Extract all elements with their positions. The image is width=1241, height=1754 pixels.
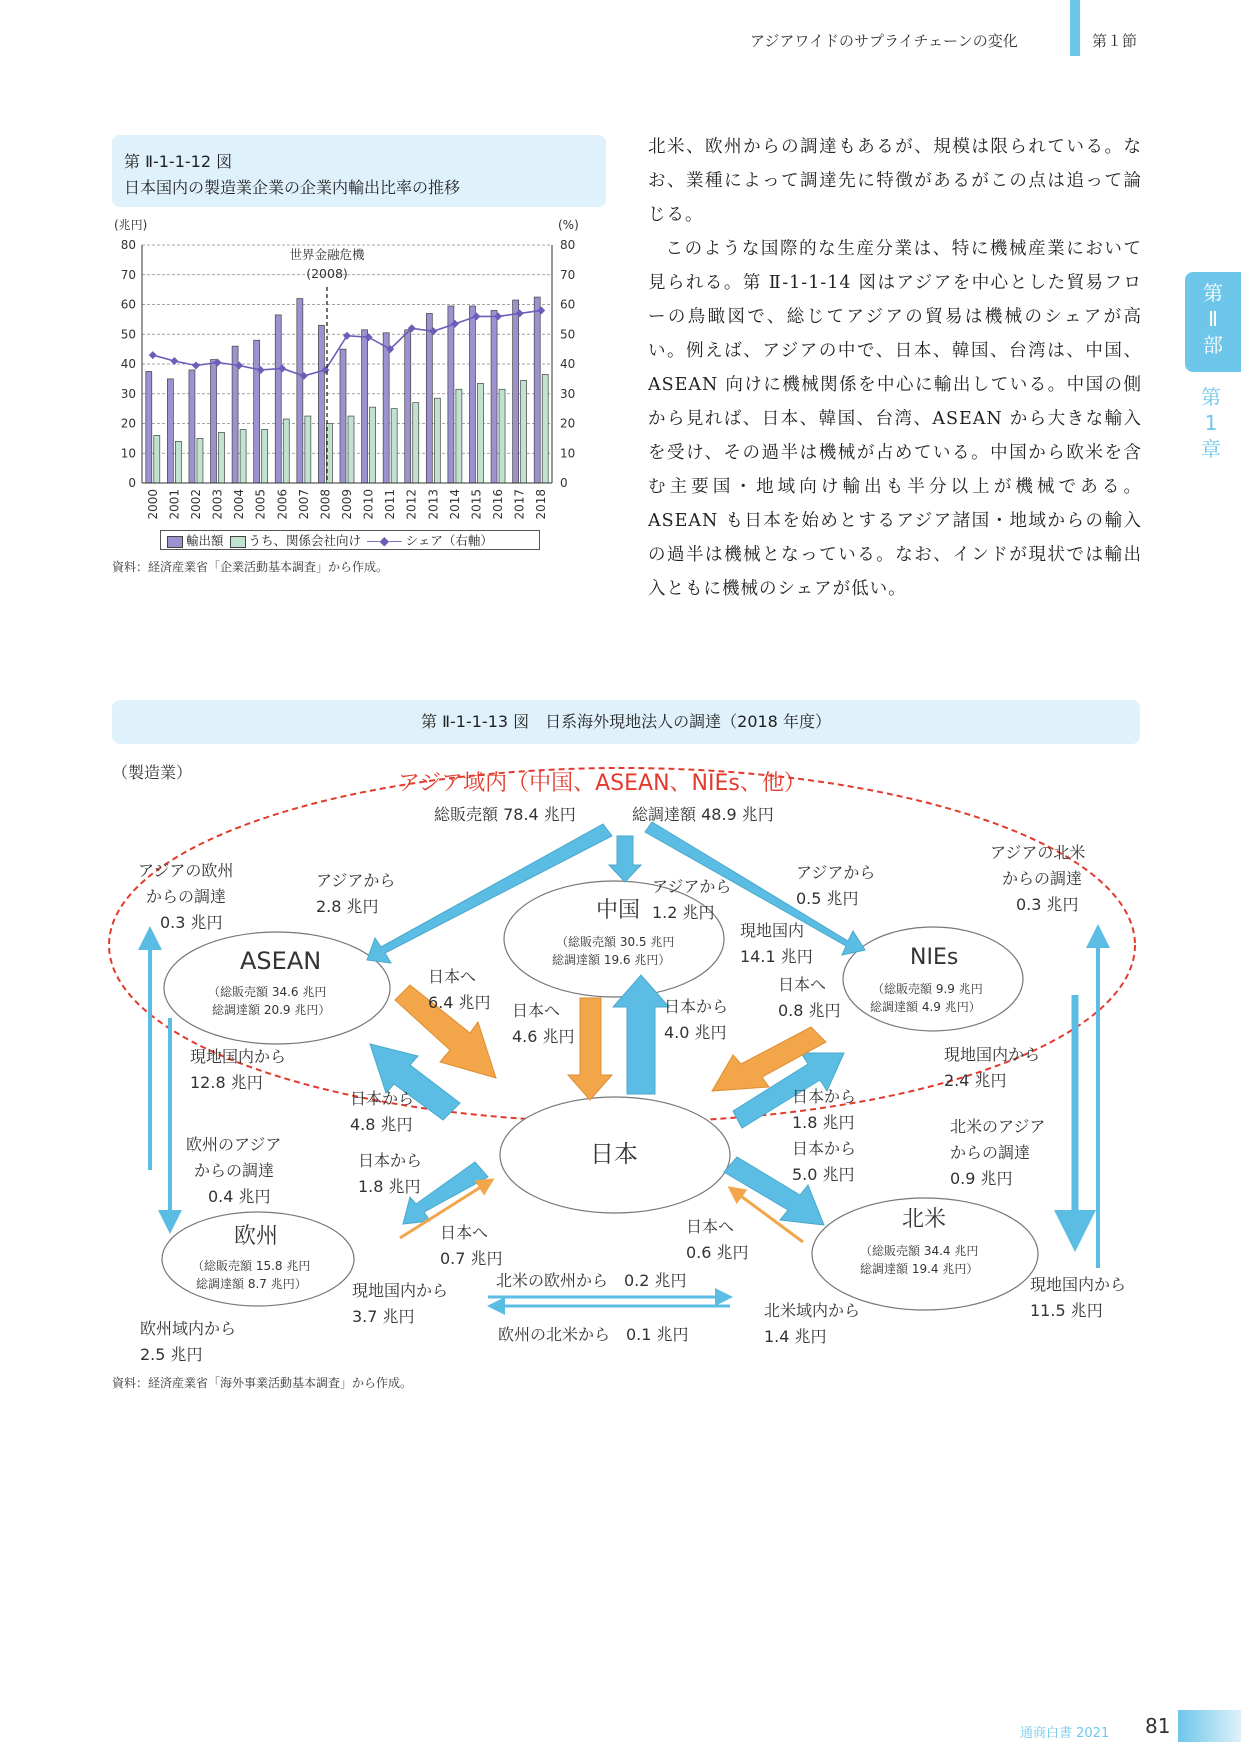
x-tick-label: 2011	[383, 489, 398, 520]
left-axis-unit: (兆円)	[114, 218, 148, 232]
page-number: 81	[1145, 1714, 1171, 1738]
x-tick-label: 2004	[232, 489, 247, 520]
china-to-japan-label-1: 日本へ	[512, 1001, 561, 1020]
asia-region-title: アジア域内（中国、ASEAN、NIEs、他）	[398, 771, 806, 796]
asia-eu-label-2: からの調達	[146, 887, 227, 906]
figure1-number: 第 Ⅱ-1-1-12 図	[124, 152, 233, 171]
na-node-label: 北米	[902, 1207, 947, 1232]
china-local-label-1: 現地国内	[740, 921, 805, 940]
x-tick-label: 2009	[340, 489, 354, 520]
na-to-japan-label-2: 0.6 兆円	[686, 1243, 749, 1262]
asia-eu-label-3: 0.3 兆円	[160, 913, 223, 932]
europe-from-na-label: 欧州の北米から 0.1 兆円	[498, 1325, 689, 1344]
asia-na-label-1: アジアの北米	[990, 843, 1086, 862]
asia-total-sales: 総販売額 78.4 兆円	[434, 805, 576, 824]
x-tick-label: 2015	[469, 489, 484, 520]
europe-node-sales: （総販売額 15.8 兆円	[192, 1259, 311, 1273]
china-local-label-2: 14.1 兆円	[740, 947, 813, 966]
left-tick-label: 80	[120, 238, 136, 252]
asia-to-asean-label-2: 2.8 兆円	[316, 897, 379, 916]
x-tick-label: 2001	[167, 489, 182, 520]
right-tick-label: 80	[560, 238, 576, 252]
crisis-annotation-line1: 世界金融危機	[289, 247, 365, 262]
chapter-tab-line2: 1	[1204, 411, 1218, 435]
japan-to-china-label-2: 4.0 兆円	[664, 1023, 727, 1042]
figure2-note: （製造業）	[112, 763, 193, 782]
right-tick-label: 40	[560, 357, 576, 371]
asia-to-asean-label-1: アジアから	[316, 871, 396, 890]
china-node-sales: （総販売額 30.5 兆円	[556, 935, 675, 949]
part-tab-line1: 第	[1203, 281, 1223, 305]
asia-total-procurement: 総調達額 48.9 兆円	[632, 805, 774, 824]
asean-node-procurement: 総調達額 20.9 兆円）	[212, 1003, 331, 1017]
left-tick-label: 20	[120, 416, 136, 431]
x-tick-label: 2017	[512, 489, 527, 520]
legend-label-share: シェア（右軸）	[405, 533, 493, 548]
left-tick-label: 10	[120, 446, 136, 461]
japan-to-na-label-2: 5.0 兆円	[792, 1165, 855, 1184]
right-tick-label: 50	[560, 327, 576, 342]
na-to-japan-label-1: 日本へ	[686, 1217, 735, 1236]
asean-local-label-1: 現地国内から	[190, 1047, 287, 1066]
figure2-caption: 第 Ⅱ-1-1-13 図 日系海外現地法人の調達（2018 年度）	[112, 700, 1140, 744]
asean-to-japan-label-1: 日本へ	[428, 967, 477, 986]
japan-to-asean-label-2: 4.8 兆円	[350, 1115, 413, 1134]
japan-to-nies-label-1: 日本から	[792, 1087, 857, 1106]
arrow-asia-to-china	[609, 836, 641, 882]
europe-node-label: 欧州	[234, 1224, 279, 1249]
japan-to-na-label-1: 日本から	[792, 1139, 857, 1158]
part-tab-line2: Ⅱ	[1208, 307, 1218, 331]
na-region-label-2: 1.4 兆円	[764, 1327, 827, 1346]
x-tick-label: 2018	[534, 489, 549, 520]
legend-label-exports: 輸出額	[186, 533, 224, 548]
nies-node-label: NIEs	[910, 945, 959, 970]
footer-title: 通商白書 2021	[1020, 1726, 1110, 1741]
europe-to-japan-label-1: 日本へ	[440, 1223, 489, 1242]
figure2-source: 資料：経済産業省「海外事業活動基本調査」から作成。	[112, 1376, 413, 1390]
asia-eu-label-1: アジアの欧州	[138, 861, 234, 880]
right-tick-label: 30	[560, 386, 576, 401]
europe-region-label-2: 2.5 兆円	[140, 1345, 203, 1364]
x-tick-label: 2010	[361, 489, 376, 520]
japan-to-nies-label-2: 1.8 兆円	[792, 1113, 855, 1132]
na-asia-label-1: 北米のアジア	[950, 1117, 1046, 1136]
eu-asia-label-2: からの調達	[194, 1161, 275, 1180]
right-axis-unit: (%)	[558, 218, 579, 232]
japan-node-label: 日本	[590, 1140, 638, 1168]
asean-node-label: ASEAN	[240, 947, 322, 975]
nies-local-label-2: 2.4 兆円	[944, 1071, 1007, 1090]
x-tick-label: 2000	[145, 489, 160, 520]
running-header-title: アジアワイドのサプライチェーンの変化	[750, 32, 1018, 50]
chapter-tab-line3: 章	[1201, 437, 1221, 461]
x-tick-label: 2005	[253, 489, 268, 520]
right-tick-label: 60	[560, 297, 576, 312]
x-tick-label: 2016	[491, 489, 506, 520]
legend-label-affiliates: うち、関係会社向け	[248, 533, 362, 548]
china-node-label: 中国	[596, 898, 641, 923]
nies-to-japan-label-1: 日本へ	[778, 975, 827, 994]
europe-region-label-1: 欧州域内から	[140, 1319, 237, 1338]
eu-asia-label-1: 欧州のアジア	[186, 1135, 282, 1154]
figure1-title: 日本国内の製造業企業の企業内輸出比率の推移	[124, 178, 461, 197]
asean-to-japan-label-2: 6.4 兆円	[428, 993, 491, 1012]
nies-node-sales: （総販売額 9.9 兆円	[872, 982, 983, 996]
legend-swatch-share: ―◆―	[367, 533, 402, 548]
left-tick-label: 30	[120, 386, 136, 401]
na-asia-label-2: からの調達	[950, 1143, 1031, 1162]
na-from-europe-label: 北米の欧州から 0.2 兆円	[496, 1271, 687, 1290]
asean-node-sales: （総販売額 34.6 兆円	[208, 985, 327, 999]
running-header-section: 第１節	[1092, 32, 1138, 50]
left-tick-label: 70	[120, 267, 136, 282]
right-tick-label: 10	[560, 446, 576, 461]
na-region-label-1: 北米域内から	[764, 1301, 861, 1320]
asean-local-label-2: 12.8 兆円	[190, 1073, 263, 1092]
china-to-japan-label-2: 4.6 兆円	[512, 1027, 575, 1046]
na-node-sales: （総販売額 34.4 兆円	[860, 1244, 979, 1258]
asia-to-china-label-1: アジアから	[652, 877, 732, 896]
europe-local-label-2: 3.7 兆円	[352, 1307, 415, 1326]
asia-to-nies-label-1: アジアから	[796, 863, 876, 882]
left-tick-label: 60	[120, 297, 136, 312]
right-tick-label: 20	[560, 416, 576, 431]
nies-local-label-1: 現地国内から	[944, 1045, 1041, 1064]
left-tick-label: 50	[120, 327, 136, 342]
na-node-procurement: 総調達額 19.4 兆円）	[860, 1262, 979, 1276]
asia-to-nies-label-2: 0.5 兆円	[796, 889, 859, 908]
na-local-label-1: 現地国内から	[1030, 1275, 1127, 1294]
na-local-label-2: 11.5 兆円	[1030, 1301, 1103, 1320]
figure1-source: 資料：経済産業省「企業活動基本調査」から作成。	[112, 560, 389, 574]
left-tick-label: 40	[120, 357, 136, 371]
asia-na-label-3: 0.3 兆円	[1016, 895, 1079, 914]
europe-local-label-1: 現地国内から	[352, 1281, 449, 1300]
x-tick-label: 2003	[210, 489, 225, 520]
body-paragraph-1: 北米、欧州からの調達もあるが、規模は限られている。なお、業種によって調達先に特徴があるがこの点は追って論じる。	[648, 137, 1142, 225]
x-tick-label: 2006	[275, 489, 290, 520]
asia-na-label-2: からの調達	[1002, 869, 1083, 888]
europe-to-japan-label-2: 0.7 兆円	[440, 1249, 503, 1268]
chapter-tab-line1: 第	[1201, 385, 1221, 409]
japan-to-europe-label-2: 1.8 兆円	[358, 1177, 421, 1196]
china-node-procurement: 総調達額 19.6 兆円）	[552, 953, 671, 967]
right-tick-label: 70	[560, 267, 576, 282]
x-tick-label: 2012	[404, 489, 419, 520]
footer-accent-bar	[1178, 1710, 1241, 1742]
japan-to-asean-label-1: 日本から	[350, 1089, 415, 1108]
crisis-annotation-line2: (2008)	[306, 266, 348, 281]
japan-to-europe-label-1: 日本から	[358, 1151, 423, 1170]
x-tick-label: 2007	[296, 489, 311, 520]
na-asia-label-3: 0.9 兆円	[950, 1169, 1013, 1188]
x-tick-label: 2008	[318, 489, 333, 520]
nies-node-procurement: 総調達額 4.9 兆円）	[870, 1000, 981, 1014]
eu-asia-label-3: 0.4 兆円	[208, 1187, 271, 1206]
europe-node-procurement: 総調達額 8.7 兆円）	[196, 1277, 307, 1291]
x-tick-label: 2013	[426, 489, 441, 520]
left-tick-label: 0	[128, 476, 136, 490]
asia-to-china-label-2: 1.2 兆円	[652, 903, 715, 922]
arrow-china-to-japan	[568, 998, 612, 1100]
part-tab-line3: 部	[1203, 333, 1223, 357]
japan-to-china-label-1: 日本から	[664, 997, 729, 1016]
x-tick-label: 2014	[447, 489, 462, 520]
right-tick-label: 0	[560, 476, 568, 490]
x-tick-label: 2002	[188, 489, 203, 520]
nies-to-japan-label-2: 0.8 兆円	[778, 1001, 841, 1020]
body-paragraph-2: このような国際的な生産分業は、特に機械産業において見られる。第 Ⅱ-1-1-14 図はアジアを中心とした貿易フローの鳥瞰図で、総じてアジアの貿易は機械のシェアが高い。例えば、アジアの中で、日本、韓国、台湾は、中国、ASEAN 向けに機械関係を中心に輸出している。中国の側から見れば、日本、韓国、台湾、ASEAN から大きな輸入を受け、その過半は機械が占めている。中国から欧米を含む主要国・地域向け輸出も半分以上が機械である。ASEAN も日本を始めとするアジア諸国・地域からの輸入の過半は機械となっている。なお、インドが現状では輸出入ともに機械のシェアが低い。	[648, 239, 1142, 599]
